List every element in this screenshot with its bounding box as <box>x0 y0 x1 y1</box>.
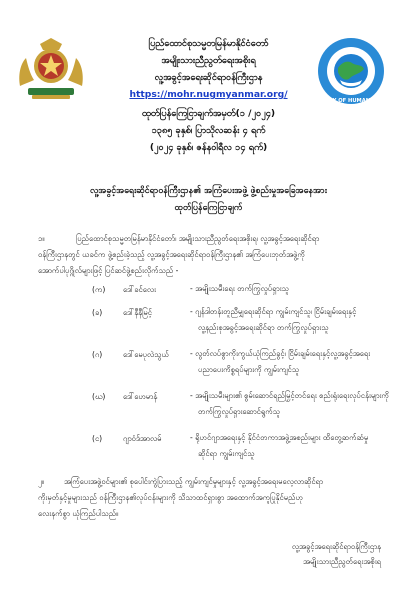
header-government-name: အမျိုးသားညီညွတ်ရေးအစိုးရ <box>161 55 256 66</box>
para1-line3: အောက်ပါပုဂ္ဂိုလ်များဖြင့် ပြင်ဆင်ဖွဲ့စည်းလိုက်သည် - <box>38 266 179 275</box>
notice-date-gregorian: (၂၀၂၄ ခုနှစ်၊ ဇန်နဝါရီလ ၁၄ ရက်) <box>149 142 268 153</box>
notice-date-myanmar: ၁၃၈၅ ခုနှစ်၊ ပြာသိုလဆန်း ၄ ရက် <box>151 125 266 136</box>
member-role-line: - အမျိုးသမီးရေး တက်ကြွလှုပ်ရှားသူ <box>190 284 289 293</box>
signature-government: အမျိုးသားညီညွတ်ရေးအစိုးရ <box>303 557 381 566</box>
member-role-line: လူ့နည်းစုအခွင့်အရေးဆိုင်ရာ တက်ကြွလှုပ်ရှားသူ <box>198 323 329 332</box>
member-name: ဒေါ်ဟေမာန် <box>123 392 158 401</box>
member-role-line: - လွတ်လပ်စွာကိုးကွယ်ယုံကြည်ခွင့်၊ ငြိမ်းချမ်းရေးနှင့်လူ့အခွင့်အရေး <box>190 349 371 358</box>
member-number: (ဂ) <box>92 350 103 359</box>
para2-line3: လေးနက်စွာ ယုံကြည်ပါသည်။ <box>38 509 119 518</box>
logo-ring-text: MINISTRY OF HUMAN RIGHTS <box>308 98 394 104</box>
member-role-line: - ဂျန်ဒါတန်းတူညီမျှရေးဆိုင်ရာ ကျွမ်းကျင်သူ၊ ငြိမ်းချမ်းရေးနှင့် <box>190 307 357 316</box>
member-name: ဒေါ်ခင်လေး <box>123 285 156 294</box>
member-role-line: - ရိုဟင်ဂျာအရေးနှင့် နိုင်ငံတကာအဖွဲ့အစည်းများ ထိတွေ့ဆက်ဆံမှု <box>190 433 369 442</box>
member-role-line: ပညာပေးကိစ္စရပ်များကို ကျွမ်းကျင်သူ <box>198 365 300 374</box>
para1-line1: ပြည်ထောင်စုသမ္မတမြန်မာနိုင်ငံတော်၊ အမျိုးသားညီညွတ်ရေးအစိုးရ၊ လူ့အခွင့်အရေးဆိုင်ရာ <box>76 234 320 243</box>
member-name: ဒေါ်မေပုလဲသွယ် <box>123 350 169 359</box>
para2-line1: အကြံပေးအဖွဲ့ဝင်များ၏ စုပေါင်းကွဲပြားသည့် ကျွမ်းကျင်မှုများနှင့် လူ့အခွင့်အရေးမလေ့လာဆိုင်ရာ <box>64 477 324 486</box>
member-name: ဂျာဝံဒ်အာလမ် <box>123 434 162 443</box>
header-ministry-name: လူ့အခွင့်အရေးဆိုင်ရာဝန်ကြီးဌာန <box>154 72 263 83</box>
para1-line2: ဝန်ကြီးဌာနတွင် ယခင်က ဖွဲ့စည်းခဲ့သည့် လူ့အခွင့်အရေးဆိုင်ရာဝန်ကြီးဌာန၏ အကြံပေးဘုတ်အဖွဲ့ကို <box>38 250 305 259</box>
notice-number: ထုတ်ပြန်ကြေငြာချက်အမှတ်(၁ /၂၀၂၄) <box>141 108 276 119</box>
ministry-website-link[interactable]: https://mohr.nugmyanmar.org/ <box>129 89 288 100</box>
document-title-line1: လူ့အခွင့်အရေးဆိုင်ရာဝန်ကြီးဌာန၏ အကြံပေးအဖွဲ့ ဖွဲ့စည်းမှုအခြေအနေအား <box>90 186 327 196</box>
para1-number: ၁။ <box>38 234 45 243</box>
header-country-name: ပြည်ထောင်စုသမ္မတမြန်မာနိုင်ငံတော် <box>148 38 269 49</box>
member-number: (ဃ) <box>92 392 106 401</box>
member-number: (က) <box>92 285 106 294</box>
member-role-line: တက်ကြွလှုပ်ရှားဆောင်ရွက်သူ <box>198 407 281 416</box>
para2-line2: ကိုးမှတ်နှင့်မှုများသည် ဝန်ကြီးဌာန၏လုပ်ငန်းများကို သိသာထင်ရှားစွာ အထောက်အကူပြုနိုင်မည်ဟု <box>38 493 303 502</box>
member-number: (ခ) <box>92 308 103 317</box>
document-title-line2: ထုတ်ပြန်ကြေငြာချက် <box>174 203 243 213</box>
para2-number: ၂။ <box>38 477 45 486</box>
member-role-line: - အမျိုးသမီးများ၏ စွမ်းဆောင်ရည်မြှင့်တင်ရေး စည်းရုံးရေးလုပ်ငန်းများကို <box>190 391 389 400</box>
member-number: (င) <box>92 434 103 443</box>
member-role-line: ဆိုင်ရာ ကျွမ်းကျင်သူ <box>198 449 255 458</box>
member-name: ဒေါ်နီနီမြင့် <box>123 308 152 317</box>
signature-ministry: လူ့အခွင့်အရေးဆိုင်ရာဝန်ကြီးဌာန <box>291 542 381 551</box>
